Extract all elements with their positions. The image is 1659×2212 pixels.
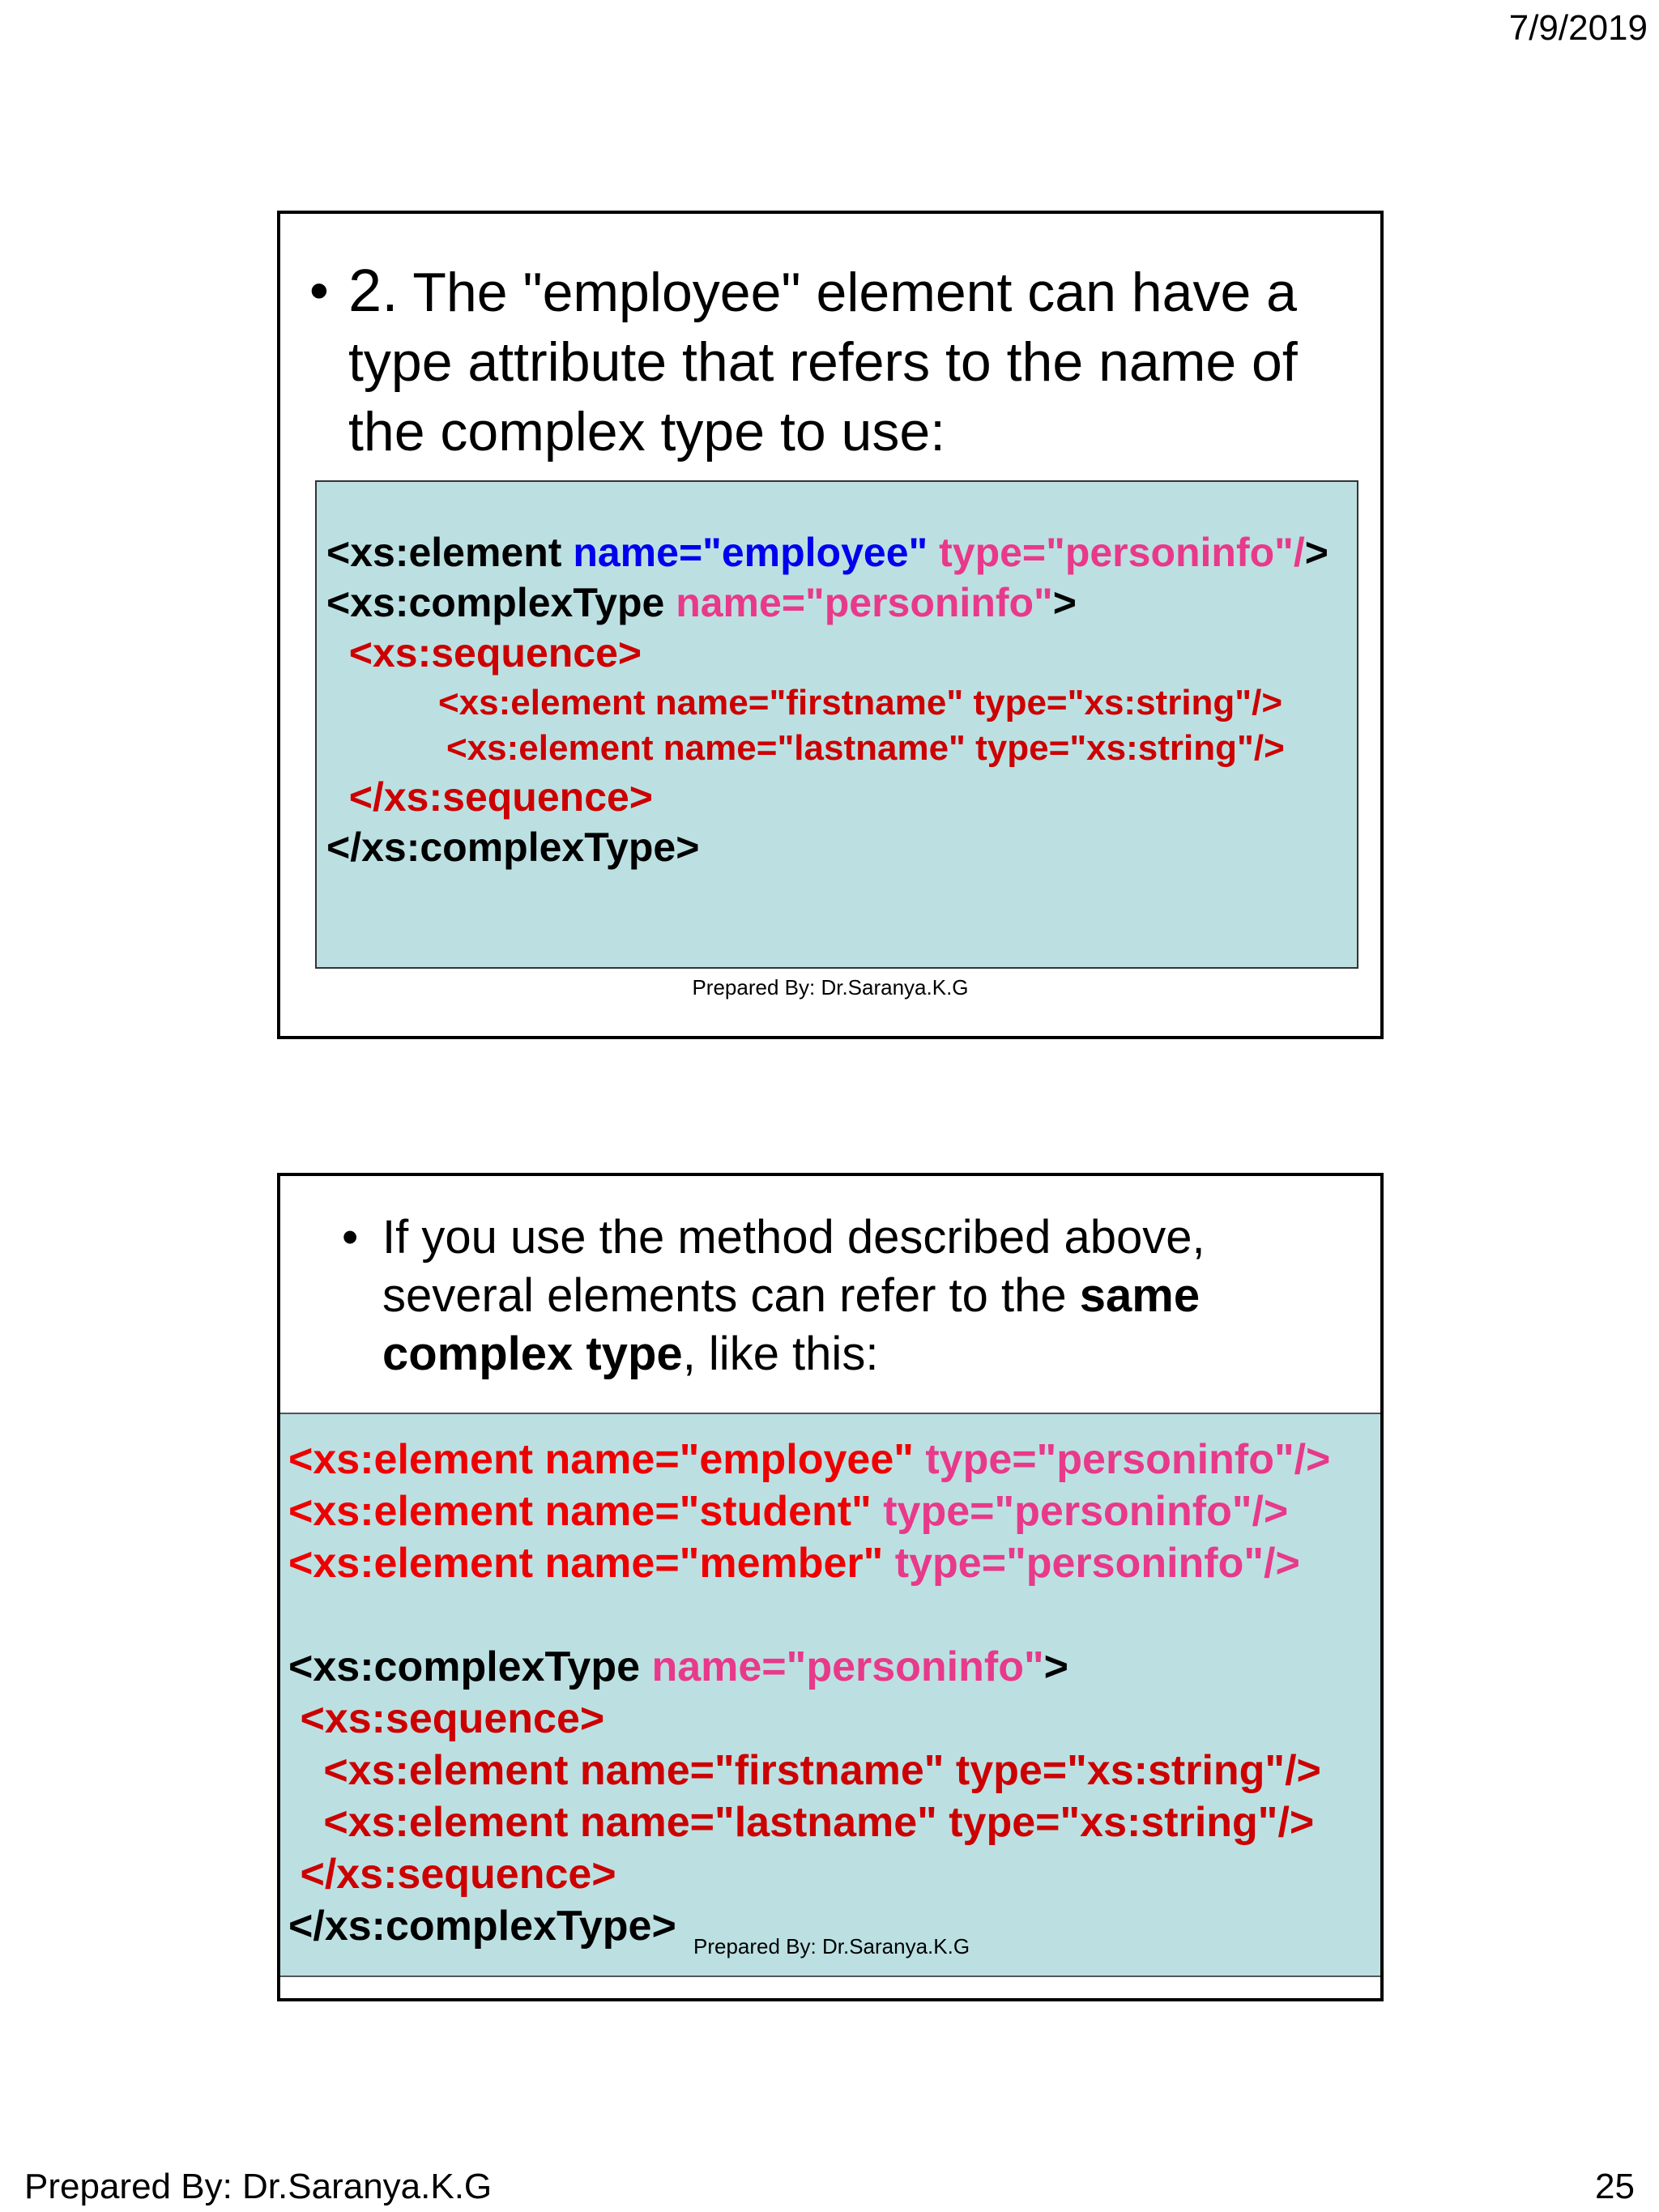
- code-line: <xs:element name="firstname" type="xs:string"/>: [288, 1747, 1321, 1794]
- code-line: </xs:sequence>: [288, 1851, 616, 1898]
- slide-1-bullet: [309, 256, 1298, 467]
- bullet-line-3: the complex type to use:: [348, 401, 946, 462]
- bullet-mark: •: [309, 260, 329, 322]
- code-line: <xs:complexType name="personinfo">: [288, 1643, 1069, 1690]
- bullet-line-3: , like this:: [682, 1328, 879, 1380]
- bullet-text: [348, 256, 1298, 467]
- bullet-line-2: type attribute that refers to the name of: [348, 331, 1298, 393]
- code-block-1: [315, 480, 1358, 969]
- code-line: <xs:sequence>: [326, 630, 642, 676]
- prepared-by: Prepared By: Dr.Saranya.K.G: [692, 975, 969, 999]
- bullet-line-1: If you use the method described above,: [382, 1211, 1205, 1264]
- bullet-line-1: The "employee" element can have a: [398, 262, 1297, 323]
- slide-2-bullet: [342, 1208, 1205, 1383]
- code-line: <xs:element name="student" type="personinfo"/>: [288, 1488, 1289, 1535]
- code-line: <xs:element name="lastname" type="xs:string"/>: [288, 1799, 1315, 1846]
- code-line: </xs:complexType>: [288, 1903, 676, 1950]
- footer-prepared-by: Prepared By: Dr.Saranya.K.G: [24, 2167, 493, 2206]
- bullet-line-3-bold: complex type: [382, 1328, 683, 1380]
- bullet-line-2: several elements can refer to the: [382, 1269, 1080, 1322]
- code-line: <xs:element name="employee" type="personinfo"/>: [288, 1436, 1331, 1483]
- code-line: <xs:complexType name="personinfo">: [326, 580, 1077, 625]
- code-line: </xs:complexType>: [326, 825, 700, 870]
- code-block-2: [280, 1413, 1380, 1977]
- prepared-by: Prepared By: Dr.Saranya.K.G: [693, 1934, 970, 1958]
- code-line: <xs:element name="employee" type="personinfo"/>: [326, 530, 1328, 575]
- bullet-text: [382, 1208, 1205, 1383]
- bullet-number: 2.: [348, 257, 399, 324]
- code-line: </xs:sequence>: [326, 774, 654, 820]
- code-line: <xs:element name="member" type="personinfo"/>: [288, 1540, 1300, 1587]
- slide-1: [277, 211, 1384, 1039]
- page-number: 25: [1595, 2167, 1635, 2206]
- code-line: <xs:element name="firstname" type="xs:string"/>: [438, 683, 1283, 722]
- slide-2: [277, 1173, 1384, 2001]
- bullet-mark: •: [342, 1211, 359, 1264]
- date-label: 7/9/2019: [1508, 8, 1648, 48]
- bullet-line-2-bold: same: [1079, 1269, 1201, 1322]
- code-line: <xs:sequence>: [288, 1695, 605, 1742]
- code-line: <xs:element name="lastname" type="xs:string"/>: [446, 728, 1285, 768]
